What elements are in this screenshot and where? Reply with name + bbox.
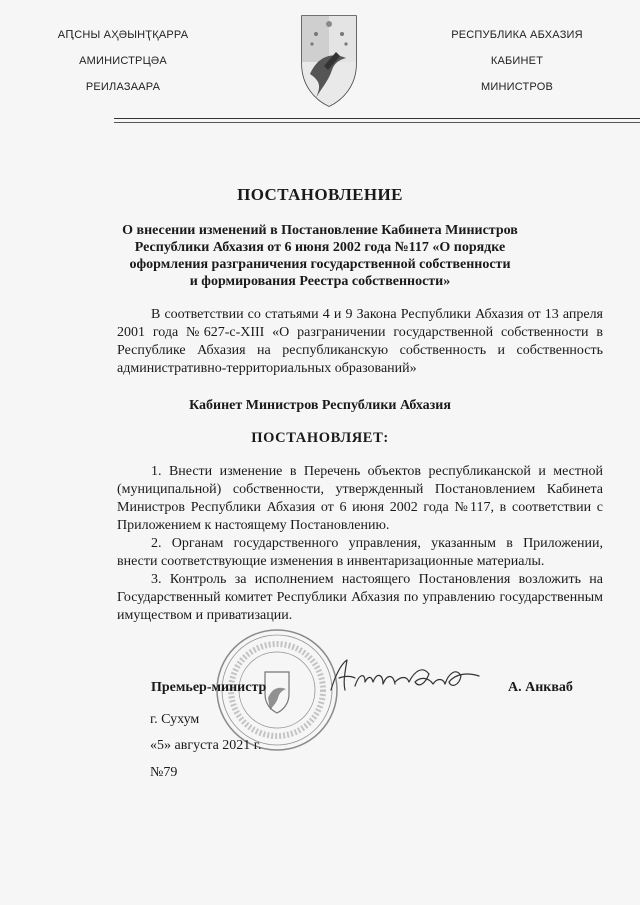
- issue-date: «5» августа 2021 г.: [150, 738, 262, 753]
- handwritten-signature-icon: [325, 652, 485, 698]
- issue-city: г. Сухум: [150, 712, 200, 727]
- signatory-title: Премьер-министр: [151, 680, 267, 695]
- resolution-items: [117, 463, 603, 625]
- document-number: №79: [150, 765, 178, 780]
- header-russian: [422, 28, 612, 106]
- header-divider-thin: [114, 122, 640, 123]
- document-subject: [110, 222, 530, 290]
- subject-line: Республики Абхазия от 6 июня 2002 года №117 «О порядке: [134, 240, 506, 255]
- subject-line: оформления разграничения государственной собственности: [129, 257, 511, 272]
- header-right-line-1: РЕСПУБЛИКА АБХАЗИЯ: [451, 29, 583, 41]
- header-left-line-3: РЕИЛАЗААРА: [85, 81, 161, 93]
- resolution-item: 2. Органам государственного управления, указанным в Приложении, внести соответствующие изменения в инвентаризационные материалы.: [117, 536, 603, 569]
- resolution-item: 3. Контроль за исполнением настоящего Постановления возложить на Государственный комитет Республики Абхазия по управлению государственным имуществом и приватизации.: [117, 572, 603, 623]
- resolution-item: 1. Внести изменение в Перечень объектов республиканской и местной (муниципальной) собственности, утвержденный Постановлением Кабинета Министров Республики Абхазия от 6 июня 2002 года №117, в соответствии с Приложением к настоящему Постановлению.: [117, 464, 603, 533]
- header-left-line-2: АМИНИСТРЦӘА: [79, 55, 167, 67]
- header-divider-thick: [114, 118, 640, 119]
- header-left-line-1: АԤСНЫ АҲӘЫНҬҚАРРА: [57, 29, 189, 41]
- subject-line: и формирования Реестра собственности»: [189, 274, 451, 289]
- legal-basis-paragraph: В соответствии со статьями 4 и 9 Закона Республики Абхазия от 13 апреля 2001 года №627-с-XIII «О разграничении государственной собственности в Республике Абхазия на республиканскую собственность и собственность административно-территориальных образований»: [117, 307, 603, 376]
- subject-line: О внесении изменений в Постановление Кабинета Министров: [122, 223, 518, 238]
- issuing-body: Кабинет Министров Республики Абхазия: [189, 398, 451, 413]
- header-right-line-3: МИНИСТРОВ: [480, 81, 553, 93]
- signatory-name: А. Анкваб: [508, 680, 573, 695]
- header-right-line-2: КАБИНЕТ: [490, 55, 544, 67]
- header-abkhaz: [28, 28, 218, 106]
- document-title: ПОСТАНОВЛЕНИЕ: [237, 185, 403, 204]
- state-emblem-icon: [298, 12, 360, 108]
- resolves-heading: ПОСТАНОВЛЯЕТ:: [251, 430, 389, 446]
